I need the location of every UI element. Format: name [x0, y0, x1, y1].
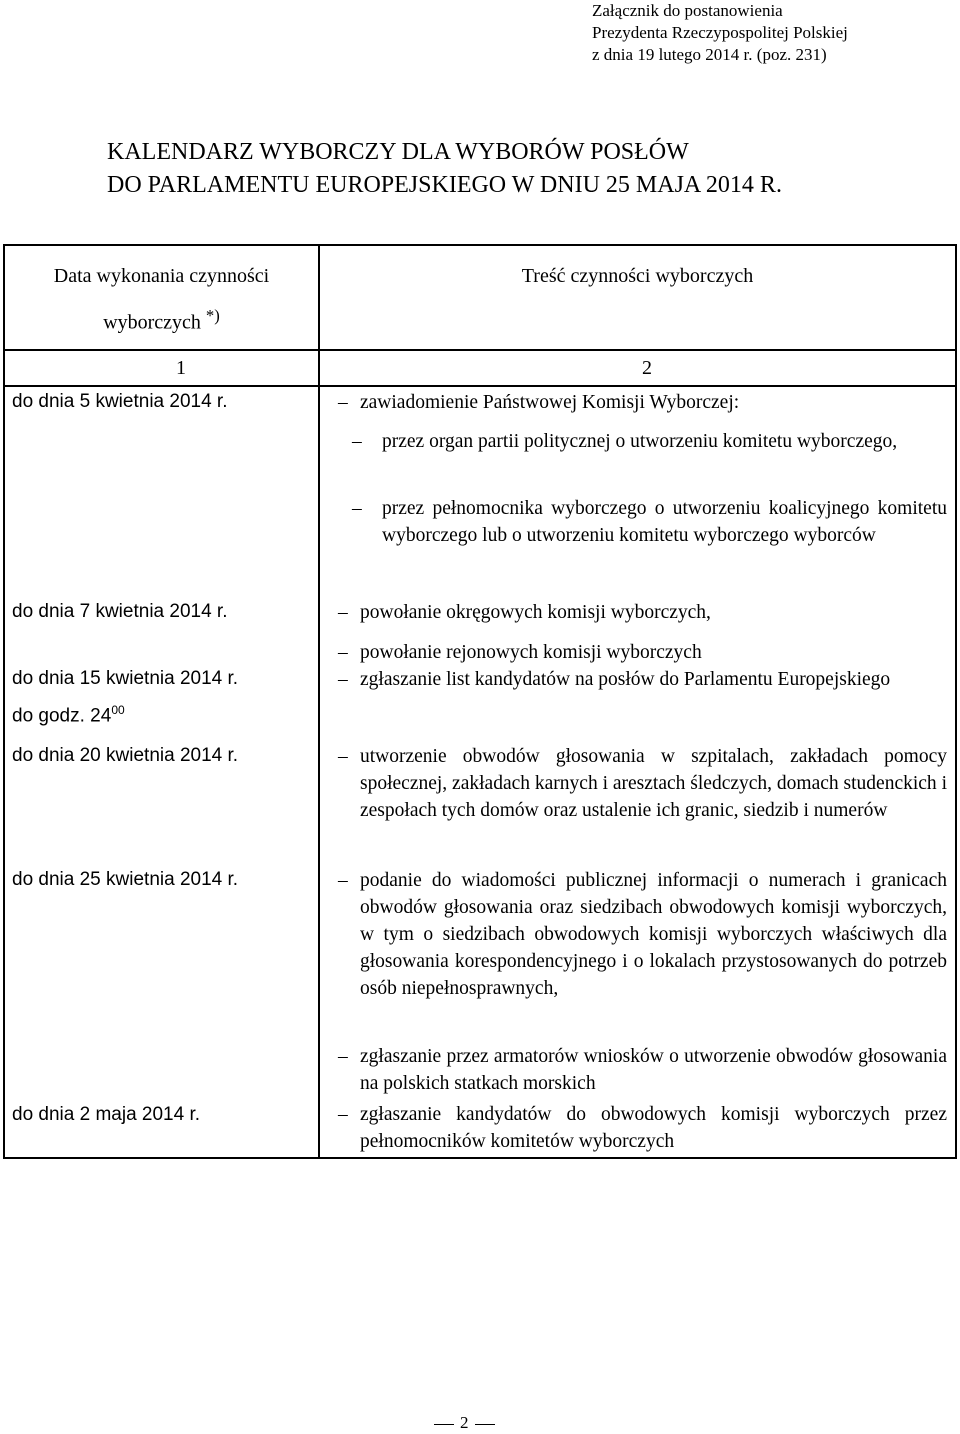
header-row	[4, 245, 956, 350]
header-date-line-2	[5, 296, 318, 343]
activity-6-text: zgłaszanie kandydatów do obwodowych komisji wyborczych przez pełnomocników komitetów wyborczych	[360, 1104, 947, 1152]
date-1: do dnia 5 kwietnia 2014 r.	[12, 391, 228, 412]
header-date-line-1: Data wykonania czynności	[53, 265, 270, 287]
document-title	[107, 136, 782, 202]
header-date-column	[4, 245, 319, 350]
date-2: do dnia 7 kwietnia 2014 r.	[12, 601, 228, 622]
activity-2b-text: powołanie rejonowych komisji wyborczych	[360, 642, 702, 663]
annex-note	[592, 0, 848, 66]
annex-line-3: z dnia 19 lutego 2014 r. (poz. 231)	[592, 45, 827, 64]
dash-marker: –	[338, 392, 348, 413]
column-number-row	[4, 350, 956, 386]
activity-1b	[342, 495, 947, 549]
activity-2-text: powołanie okręgowych komisji wyborczych,	[360, 602, 711, 623]
dash-marker: –	[338, 746, 348, 767]
annex-line-1: Załącznik do postanowienia	[592, 1, 783, 20]
activity-2	[338, 599, 947, 626]
title-line-2: DO PARLAMENTU EUROPEJSKIEGO W DNIU 25 MAJA 2014 R.	[107, 172, 782, 198]
footer-rule-left	[434, 1424, 454, 1425]
page-number: 2	[460, 1413, 469, 1432]
date-6: do dnia 2 maja 2014 r.	[12, 1104, 201, 1125]
hour-text: do godz. 24	[12, 705, 112, 727]
activity-1b-text: przez pełnomocnika wyborczego o utworzeniu koalicyjnego komitetu wyborczego lub o utworzeniu komitetu wyborczego wyborców	[382, 498, 947, 546]
activity-1a	[342, 428, 947, 455]
footnote-marker: *)	[205, 306, 220, 325]
footer-rule-right	[475, 1424, 495, 1425]
dates-cell	[4, 386, 319, 1158]
body-row	[4, 386, 956, 1158]
dash-marker: –	[338, 602, 348, 623]
dash-marker: –	[338, 870, 348, 891]
activity-3-text: zgłaszanie list kandydatów na posłów do Parlamentu Europejskiego	[360, 669, 891, 690]
activity-4-text: utworzenie obwodów głosowania w szpitalach, zakładach pomocy społecznej, zakładach karnych i aresztach śledczych, domach studenckich i zespołach tych domów oraz ustalenie ich granic, siedzib i numerów	[360, 746, 947, 821]
annex-line-2: Prezydenta Rzeczypospolitej Polskiej	[592, 23, 848, 42]
activities-cell	[319, 386, 956, 1158]
dash-marker: –	[338, 642, 348, 663]
activity-5b	[338, 1043, 947, 1097]
activity-1a-text: przez organ partii politycznej o utworzeniu komitetu wyborczego,	[382, 431, 898, 452]
date-5: do dnia 25 kwietnia 2014 r.	[12, 869, 239, 890]
header-content-column: Treść czynności wyborczych	[319, 245, 956, 350]
date-3-hour	[12, 697, 125, 729]
dash-marker: –	[338, 1046, 348, 1067]
title-line-1: KALENDARZ WYBORCZY DLA WYBORÓW POSŁÓW	[107, 139, 689, 165]
dash-marker: –	[338, 669, 348, 690]
activity-3	[338, 666, 947, 693]
dash-marker: –	[352, 498, 362, 519]
date-4: do dnia 20 kwietnia 2014 r.	[12, 745, 239, 766]
activity-5	[338, 867, 947, 1002]
activity-1-text: zawiadomienie Państwowej Komisji Wyborczej:	[360, 392, 740, 413]
hour-minutes: 00	[111, 703, 125, 717]
header-date-word: wyborczych	[103, 311, 201, 334]
activity-6	[338, 1101, 947, 1155]
activity-4	[338, 743, 947, 824]
dash-marker: –	[338, 1104, 348, 1125]
column-number-2: 2	[319, 350, 956, 386]
dash-marker: –	[352, 431, 362, 452]
activity-5-text: podanie do wiadomości publicznej informacji o numerach i granicach obwodów głosowania oraz siedzibach obwodowych komisji wyborczych, w tym o siedzibach obwodowych komisji wyborczych właściwych dla głosowania korespondencyjnego i o lokalach przystosowanych do potrzeb osób niepełnosprawnych,	[360, 870, 947, 999]
activity-2b	[338, 639, 947, 666]
activity-1	[338, 389, 947, 416]
activity-5b-text: zgłaszanie przez armatorów wniosków o utworzenie obwodów głosowania na polskich statkach morskich	[360, 1046, 947, 1094]
election-calendar-table	[3, 244, 957, 1159]
date-3: do dnia 15 kwietnia 2014 r.	[12, 668, 239, 689]
page-number-footer	[428, 1412, 501, 1434]
column-number-1: 1	[4, 350, 319, 386]
